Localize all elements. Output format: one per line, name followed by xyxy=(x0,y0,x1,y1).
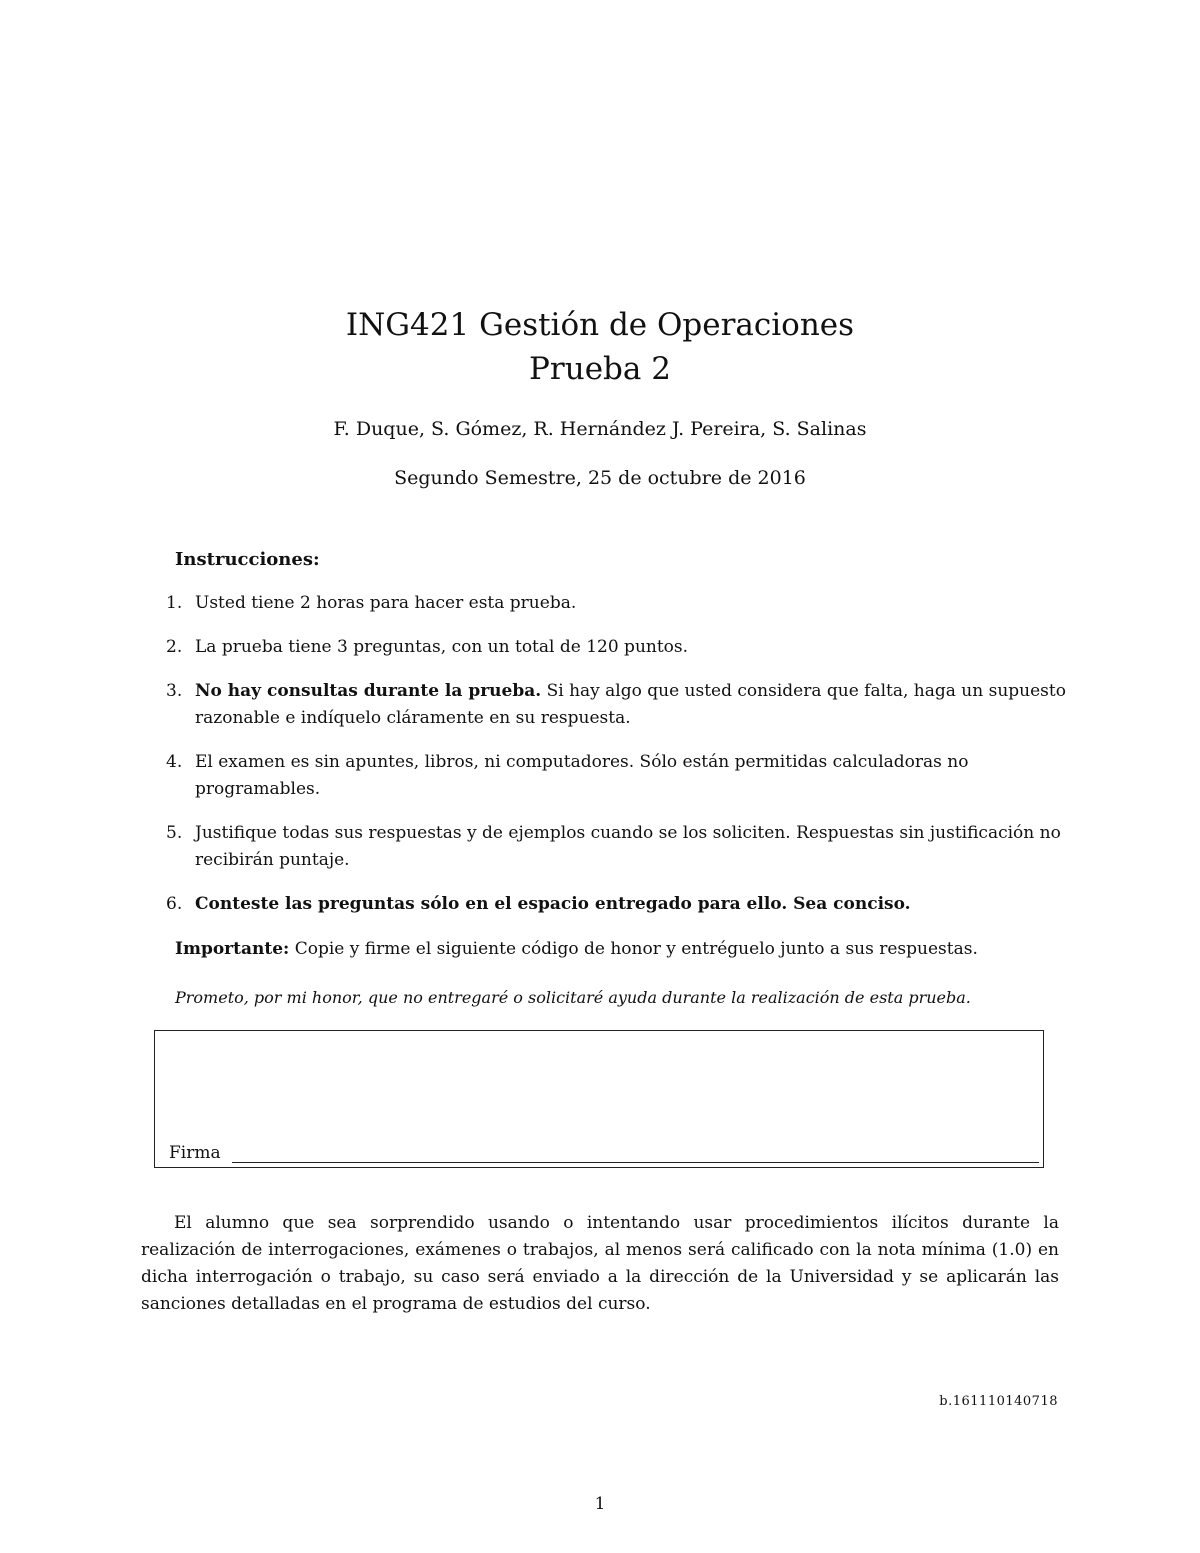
instruction-number: 6. xyxy=(166,894,183,914)
instruction-number: 2. xyxy=(166,637,183,657)
signature-box[interactable] xyxy=(154,1030,1044,1168)
instruction-text: El examen es sin apuntes, libros, ni computadores. Sólo están permitidas calculadoras no programables. xyxy=(195,752,969,799)
instruction-number: 4. xyxy=(166,752,183,772)
signature-label: Firma xyxy=(169,1143,221,1163)
exam-date: Segundo Semestre, 25 de octubre de 2016 xyxy=(394,467,806,489)
important-text: Copie y firme el siguiente código de honor y entréguelo junto a sus respuestas. xyxy=(289,939,978,959)
honor-pledge: Prometo, por mi honor, que no entregaré o solicitaré ayuda durante la realización de esta prueba. xyxy=(175,988,971,1007)
instructions-heading: Instrucciones: xyxy=(175,549,320,570)
document-code: b.161110140718 xyxy=(939,1394,1058,1409)
important-label: Importante: xyxy=(175,939,290,959)
important-note xyxy=(175,936,1075,963)
instruction-item xyxy=(166,634,1066,661)
instruction-bold-text: Conteste las preguntas sólo en el espacio entregado para ello. Sea conciso. xyxy=(195,894,911,914)
instruction-text: Si hay algo que usted considera que falta, haga un supuesto razonable e indíquelo cláramente en su respuesta. xyxy=(195,681,1066,728)
instruction-number: 3. xyxy=(166,681,183,701)
instruction-item xyxy=(166,749,1066,803)
instruction-item xyxy=(166,891,1066,918)
academic-integrity-notice: El alumno que sea sorprendido usando o intentando usar procedimientos ilícitos durante la realización de interrogaciones, exámenes o trabajos, al menos será calificado con la nota mínima (1.0) en dicha interrogación o trabajo, su caso será enviado a la dirección de la Universidad y se aplicarán las sanciones detalladas en el programa de estudios del curso. xyxy=(141,1213,1059,1314)
instruction-item xyxy=(166,678,1066,732)
exam-title: Prueba 2 xyxy=(529,351,671,387)
instruction-item xyxy=(166,820,1066,874)
instruction-number: 1. xyxy=(166,593,183,613)
instruction-text: La prueba tiene 3 preguntas, con un total de 120 puntos. xyxy=(195,637,689,657)
authors-line: F. Duque, S. Gómez, R. Hernández J. Pereira, S. Salinas xyxy=(333,418,867,440)
page-number: 1 xyxy=(594,1494,606,1514)
course-title: ING421 Gestión de Operaciones xyxy=(345,307,855,343)
instruction-text: Usted tiene 2 horas para hacer esta prueba. xyxy=(195,593,577,613)
instruction-bold-text: No hay consultas durante la prueba. xyxy=(195,681,542,701)
instruction-text: Justifique todas sus respuestas y de ejemplos cuando se los soliciten. Respuestas sin justificación no recibirán puntaje. xyxy=(195,823,1061,870)
signature-line[interactable] xyxy=(232,1162,1039,1163)
instruction-item xyxy=(166,590,1066,617)
instructions-list xyxy=(166,590,1066,935)
instruction-number: 5. xyxy=(166,823,183,843)
